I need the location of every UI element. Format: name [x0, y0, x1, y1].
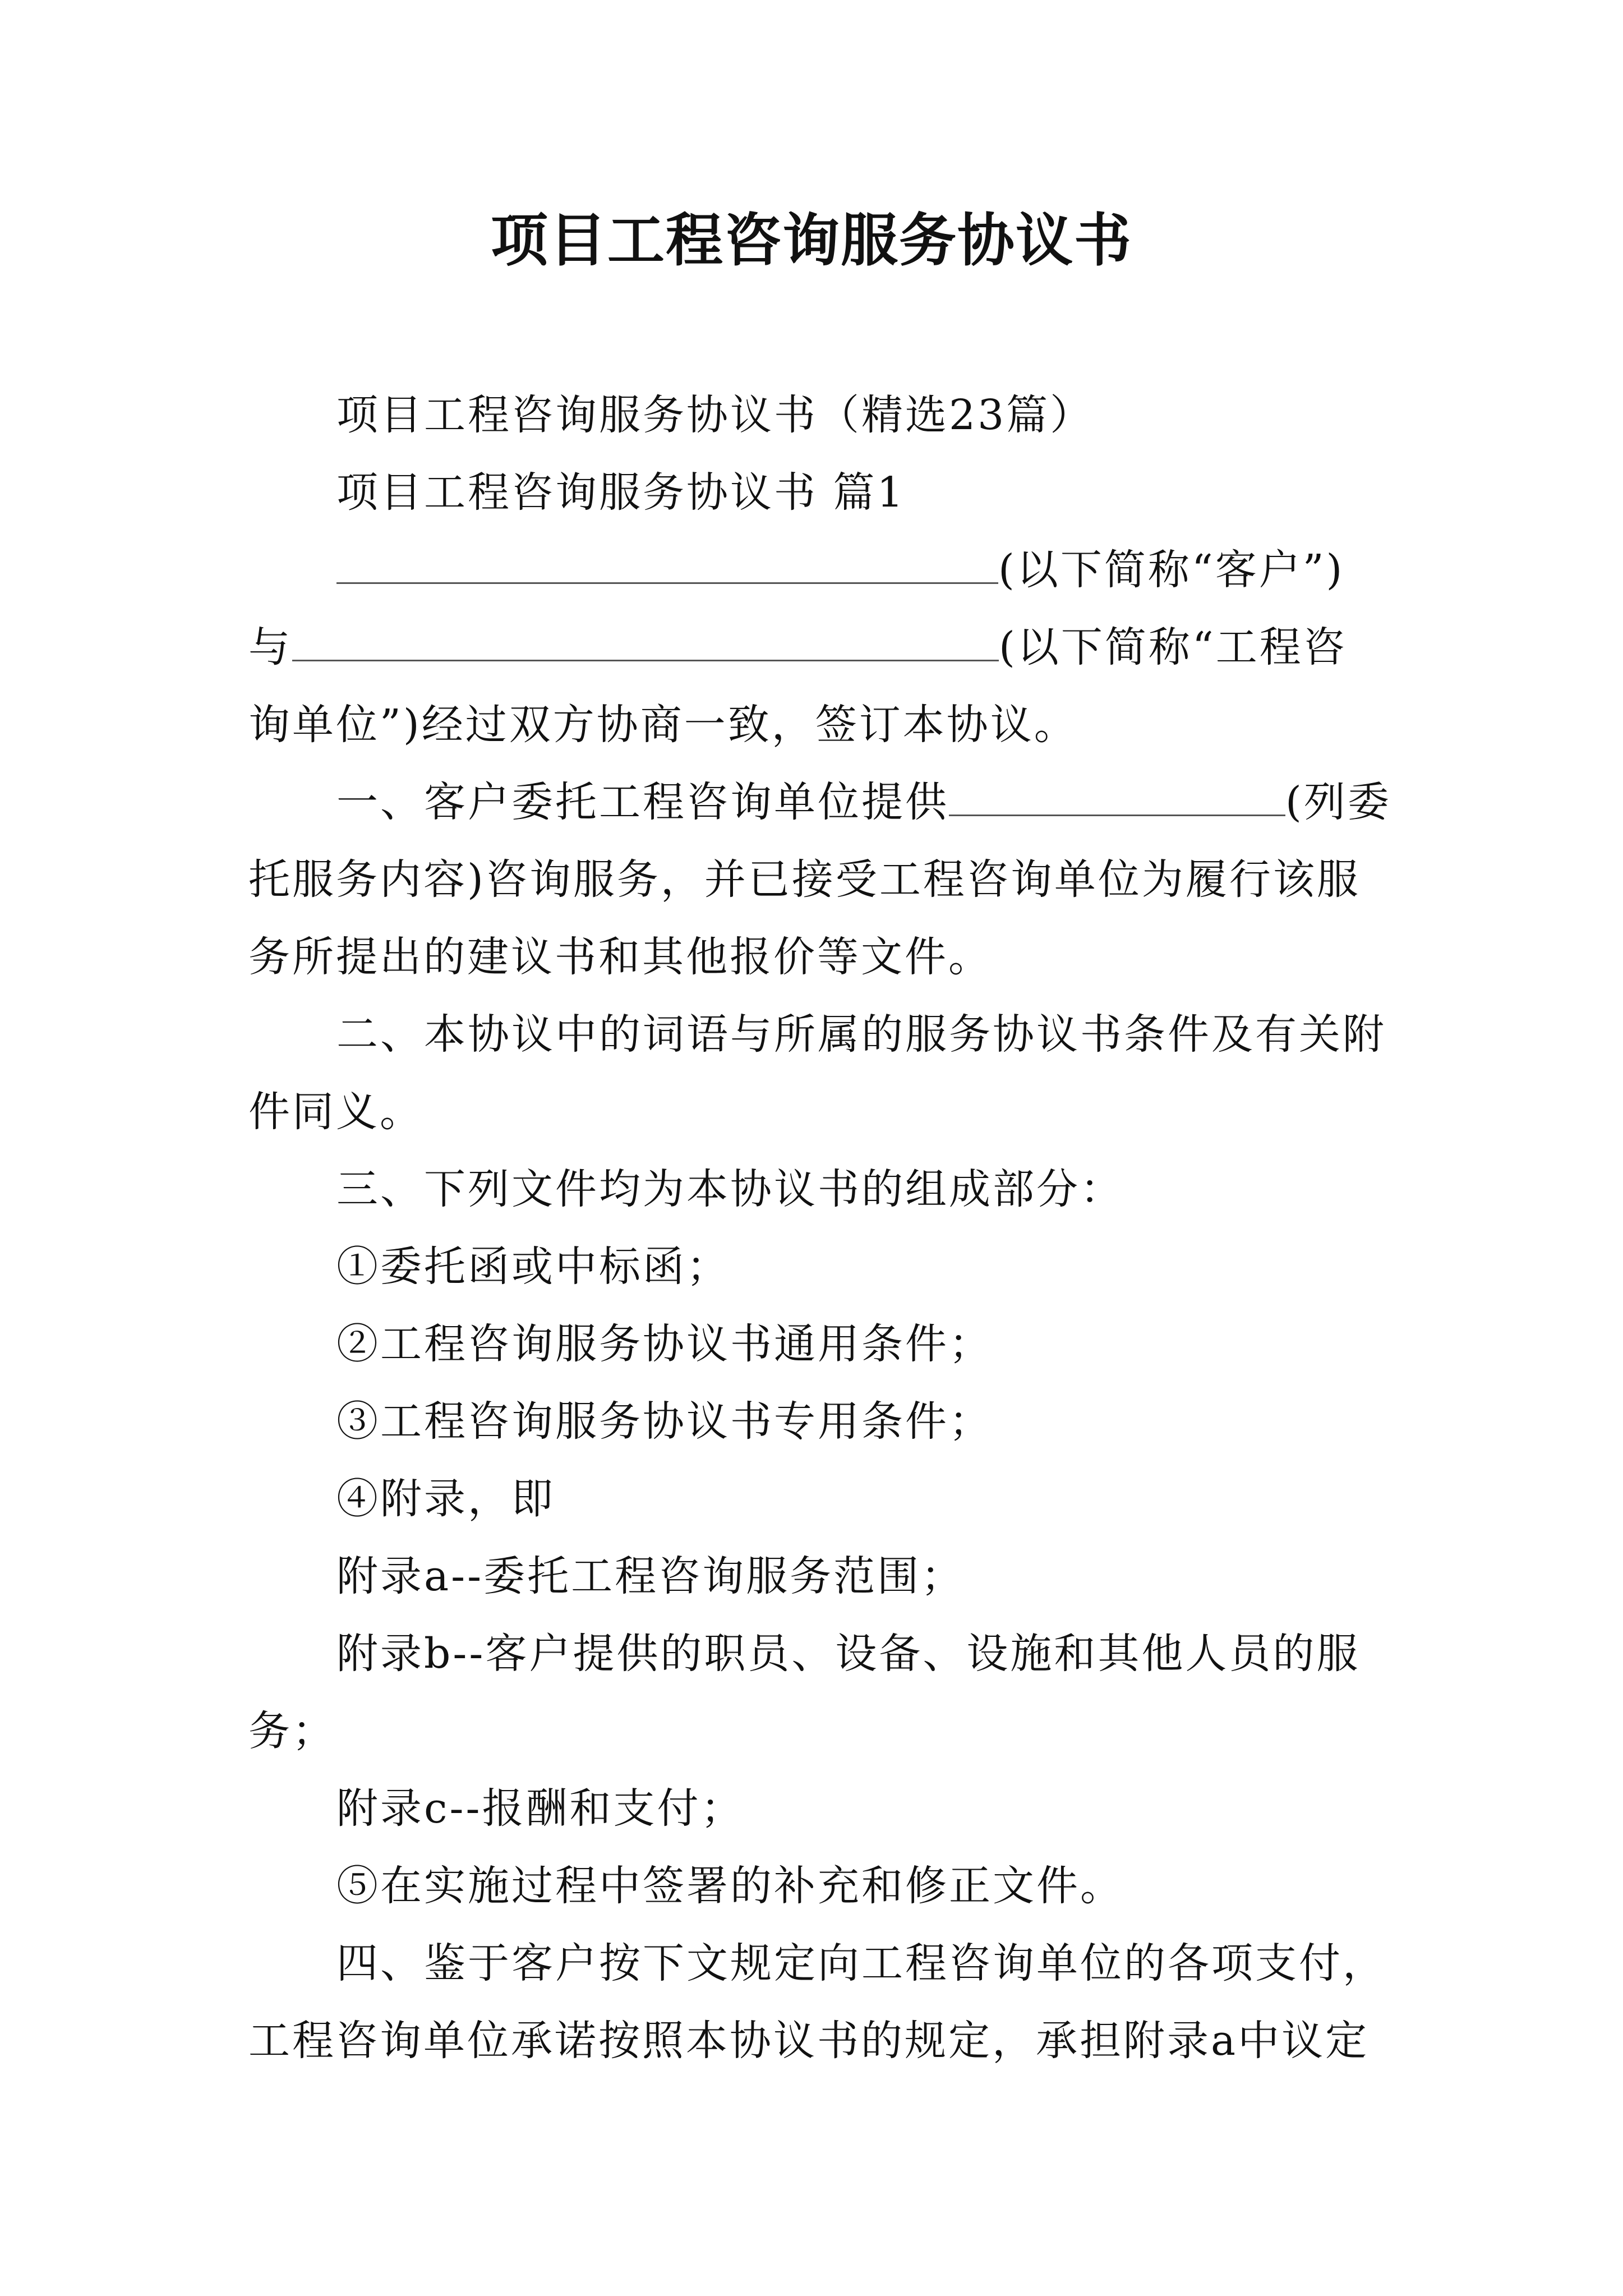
- paragraph-line: 附录a--委托工程咨询服务范围；: [336, 1552, 965, 1600]
- paragraph-line: ①委托函或中标函；: [336, 1243, 730, 1291]
- paragraph-line: 三、下列文件均为本协议书的组成部分：: [336, 1165, 1124, 1213]
- paragraph-line: ⑤在实施过程中签署的补充和修正文件。: [336, 1862, 1124, 1910]
- paragraph-line: 询单位”)经过双方协商一致，签订本协议。: [248, 701, 1078, 749]
- document-title: 项目工程咨询服务协议书: [491, 208, 1132, 274]
- blank-fill-line: [949, 777, 1285, 816]
- paragraph-line: 附录c--报酬和支付；: [336, 1784, 745, 1833]
- paragraph-text: (以下简称“工程咨: [999, 623, 1347, 671]
- paragraph-text: 一、客户委托工程咨询单位提供: [336, 778, 949, 826]
- paragraph-line: [248, 619, 1347, 675]
- blank-fill-line: [292, 623, 999, 661]
- paragraph-line: ③工程咨询服务协议书专用条件；: [336, 1397, 993, 1446]
- paragraph-line: [336, 542, 1344, 598]
- paragraph-line: 工程咨询单位承诺按照本协议书的规定，承担附录a中议定: [248, 2017, 1370, 2065]
- paragraph-text: (以下简称“客户”): [998, 546, 1345, 594]
- paragraph-line: ④附录，即: [336, 1475, 555, 1523]
- paragraph-text: 与: [248, 623, 292, 671]
- paragraph-line: 务所提出的建议书和其他报价等文件。: [248, 933, 992, 981]
- paragraph-line: 项目工程咨询服务协议书（精选23篇）: [336, 391, 1094, 439]
- paragraph-line: 项目工程咨询服务协议书 篇1: [336, 468, 906, 517]
- paragraph-line: 托服务内容)咨询服务，并已接受工程咨询单位为履行该服: [248, 855, 1361, 904]
- paragraph-line: 务；: [248, 1707, 336, 1755]
- paragraph-line: 四、鉴于客户按下文规定向工程咨询单位的各项支付，: [336, 1939, 1386, 1987]
- paragraph-line: ②工程咨询服务协议书通用条件；: [336, 1320, 993, 1368]
- paragraph-line: [336, 774, 1391, 830]
- paragraph-line: 二、本协议中的词语与所属的服务协议书条件及有关附: [336, 1010, 1386, 1059]
- paragraph-line: 附录b--客户提供的职员、设备、设施和其他人员的服: [336, 1630, 1361, 1678]
- blank-fill-line: [336, 545, 998, 584]
- paragraph-line: 件同义。: [248, 1088, 423, 1136]
- paragraph-text: (列委: [1285, 778, 1391, 826]
